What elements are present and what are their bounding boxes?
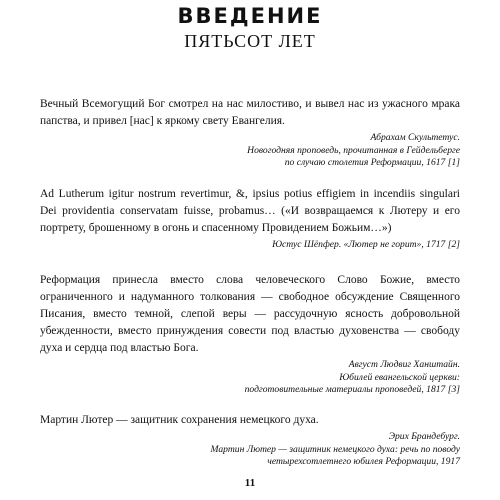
epigraph-quote: Ad Lutherum igitur nostrum revertimur, &, ipsius potius effigiem in incendiis singulari Dei providentia conservatam fuisse, probamus… («И возвращаемся к Лютеру и его портрету, брошенному в огонь и спасенному Провидением Божьим…») [40, 188, 460, 234]
epigraph-3 [40, 272, 460, 397]
chapter-title: ВВЕДЕНИЕ [177, 4, 323, 28]
epigraph-1 [40, 96, 460, 170]
attribution-source: четырехсотлетнего юбилея Реформации, 1917 [267, 456, 460, 467]
attribution-source: Новогодняя проповедь, прочитанная в Гейдельберге [247, 144, 460, 156]
epigraph-attribution [40, 359, 460, 397]
attribution-source: подготовительные материалы проповедей, 1817 [3] [244, 384, 460, 395]
epigraph-quote: Вечный Всемогущий Бог смотрел на нас милостиво, и вывел нас из ужасного мрака папства, и привел [нас] к яркому свету Евангелия. [40, 98, 460, 127]
attribution-author: Юстус Шёпфер. «Лютер не горит», 1717 [2] [272, 239, 460, 250]
epigraph-attribution [40, 132, 460, 170]
attribution-source: по случаю столетия Реформации, 1617 [1] [284, 157, 460, 168]
attribution-author: Август Людвиг Ханштайн. [348, 359, 460, 370]
epigraph-4 [40, 412, 460, 469]
attribution-source: Юбилей евангельской церкви: [339, 371, 460, 383]
chapter-subtitle: ПЯТЬСОТ ЛЕТ [184, 31, 316, 51]
attribution-source: Мартин Лютер — защитник немецкого духа: речь по поводу [210, 443, 460, 455]
epigraph-attribution [40, 239, 460, 252]
attribution-author: Эрих Брандебург. [388, 431, 460, 442]
attribution-author: Абрахам Скультетус. [370, 132, 460, 143]
page-number: 11 [244, 477, 256, 489]
epigraph-quote: Реформация принесла вместо слова человеческого Слово Божие, вместо ограниченного и надуманного толкования — свободное обсуждение Священного Писания, вместо темной, слепой веры — рассудочную ясность добровольной убежденности, вместо принуждения совести под властью духовенства — свободу духа и сердца под властью Бога. [40, 274, 460, 354]
epigraph-2 [40, 186, 460, 252]
epigraph-attribution [40, 431, 460, 469]
epigraph-quote: Мартин Лютер — защитник сохранения немецкого духа. [40, 414, 319, 426]
